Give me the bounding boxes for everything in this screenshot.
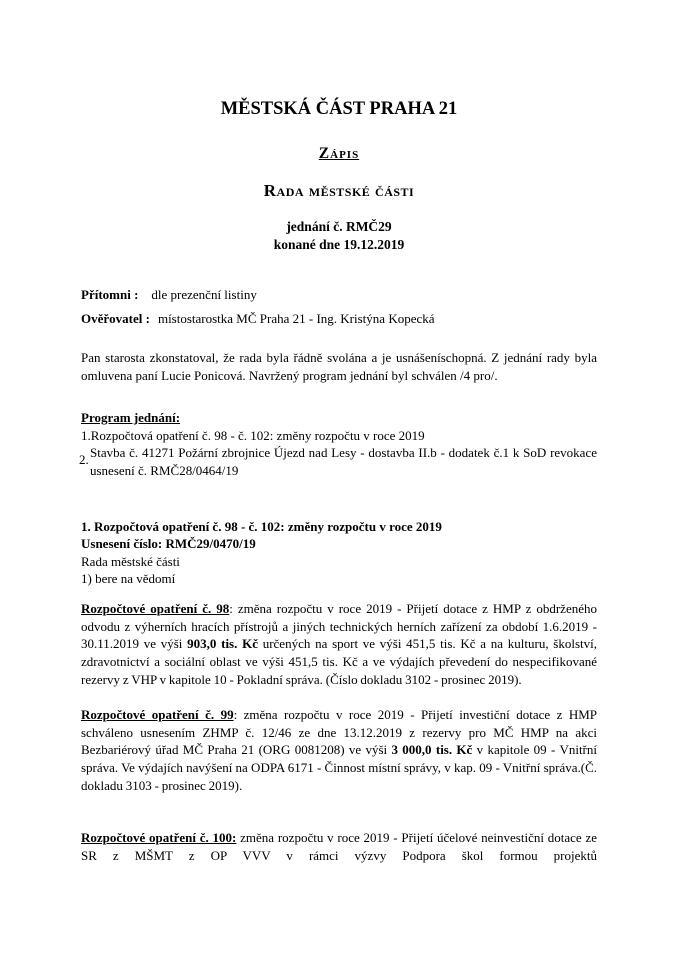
session-number: jednání č. RMČ29 (286, 219, 392, 234)
session-info (0, 218, 678, 253)
resolution-number: Usnesení číslo: RMČ29/0470/19 (81, 536, 256, 552)
agenda-item (81, 444, 597, 479)
attendance-section (81, 286, 597, 327)
present-value: dle prezenční listiny (151, 287, 257, 302)
agenda-item-text: Stavba č. 41271 Požární zbrojnice Újezd nad Lesy - dostavba II.b - dodatek č.1 k SoD revokace usnesení č. RMČ28/0464/19 (90, 445, 597, 478)
agenda-item-number: 2. (79, 452, 89, 468)
agenda-item (81, 427, 597, 445)
present-row (81, 286, 597, 304)
budget-measure-100-paragraph: Rozpočtové opatření č. 100: změna rozpočtu v roce 2019 - Přijetí účelové neinvestiční dotace ze SR z MŠMT z OP VVV v rámci výzvy Podpora škol formou projektů (81, 830, 597, 863)
session-date: konané dne 19.12.2019 (273, 236, 405, 252)
agenda-section (81, 409, 597, 479)
verifier-value: místostarostka MČ Praha 21 - Ing. Kristýna Kopecká (157, 310, 435, 326)
intro-paragraph: Pan starosta zkonstatoval, že rada byla řádně svolána a je usnášeníschopná. Z jednání rady byla omluvena paní Lucie Ponicová. Navržený program jednání byl schválen /4 pro/. (81, 350, 597, 383)
present-label: Přítomni : (81, 287, 139, 302)
council-heading: Rada městské části (263, 181, 415, 200)
section-heading: 1. Rozpočtová opatření č. 98 - č. 102: změny rozpočtu v roce 2019 (81, 519, 442, 534)
doc-type-text: Zápis (318, 145, 360, 162)
resolution-action-line: 1) bere na vědomí (81, 571, 176, 587)
budget-measure-98-paragraph: Rozpočtové opatření č. 98: změna rozpočtu v roce 2019 - Přijetí dotace z HMP z obdrženého odvodu z výherních hracích přístrojů a jiných technických herních zařízení za období 1.6.2019 - 30.11.2019 ve výši 903,0 tis. Kč určených na sport ve výši 451,5 tis. Kč a na kulturu, školství, zdravotnictví a sociální oblast ve výši 451,5 tis. Kč a ve výdajích převedení do nespecifikované rezervy z VHP v kapitole 10 - Pokladní správa. (Číslo dokladu 3102 - prosinec 2019). (81, 601, 597, 687)
verifier-row (81, 310, 597, 328)
budget-measure-99-paragraph: Rozpočtové opatření č. 99: změna rozpočtu v roce 2019 - Přijetí investiční dotace z HMP schváleno usnesením ZHMP č. 12/46 ze dne 13.12.2019 z rezervy pro MČ HMP na akci Bezbariérový úřad MČ Praha 21 (ORG 0081208) ve výši 3 000,0 tis. Kč v kapitole 09 - Vnitřní správa. Ve výdajích navýšení na ODPA 6171 - Činnost místní správy, v kap. 09 - Vnitřní správa.(Č. dokladu 3103 - prosinec 2019). (81, 707, 597, 793)
agenda-item-text: Rozpočtová opatření č. 98 - č. 102: změny rozpočtu v roce 2019 (90, 427, 425, 443)
org-title: MĚSTSKÁ ČÁST PRAHA 21 (220, 99, 458, 119)
agenda-heading: Program jednání: (81, 410, 181, 425)
council-line: Rada městské části (81, 553, 180, 569)
agenda-item-number: 1. (81, 427, 91, 443)
verifier-label: Ověřovatel : (81, 310, 150, 326)
resolution-section (81, 518, 597, 588)
doc-type-heading (0, 145, 678, 163)
